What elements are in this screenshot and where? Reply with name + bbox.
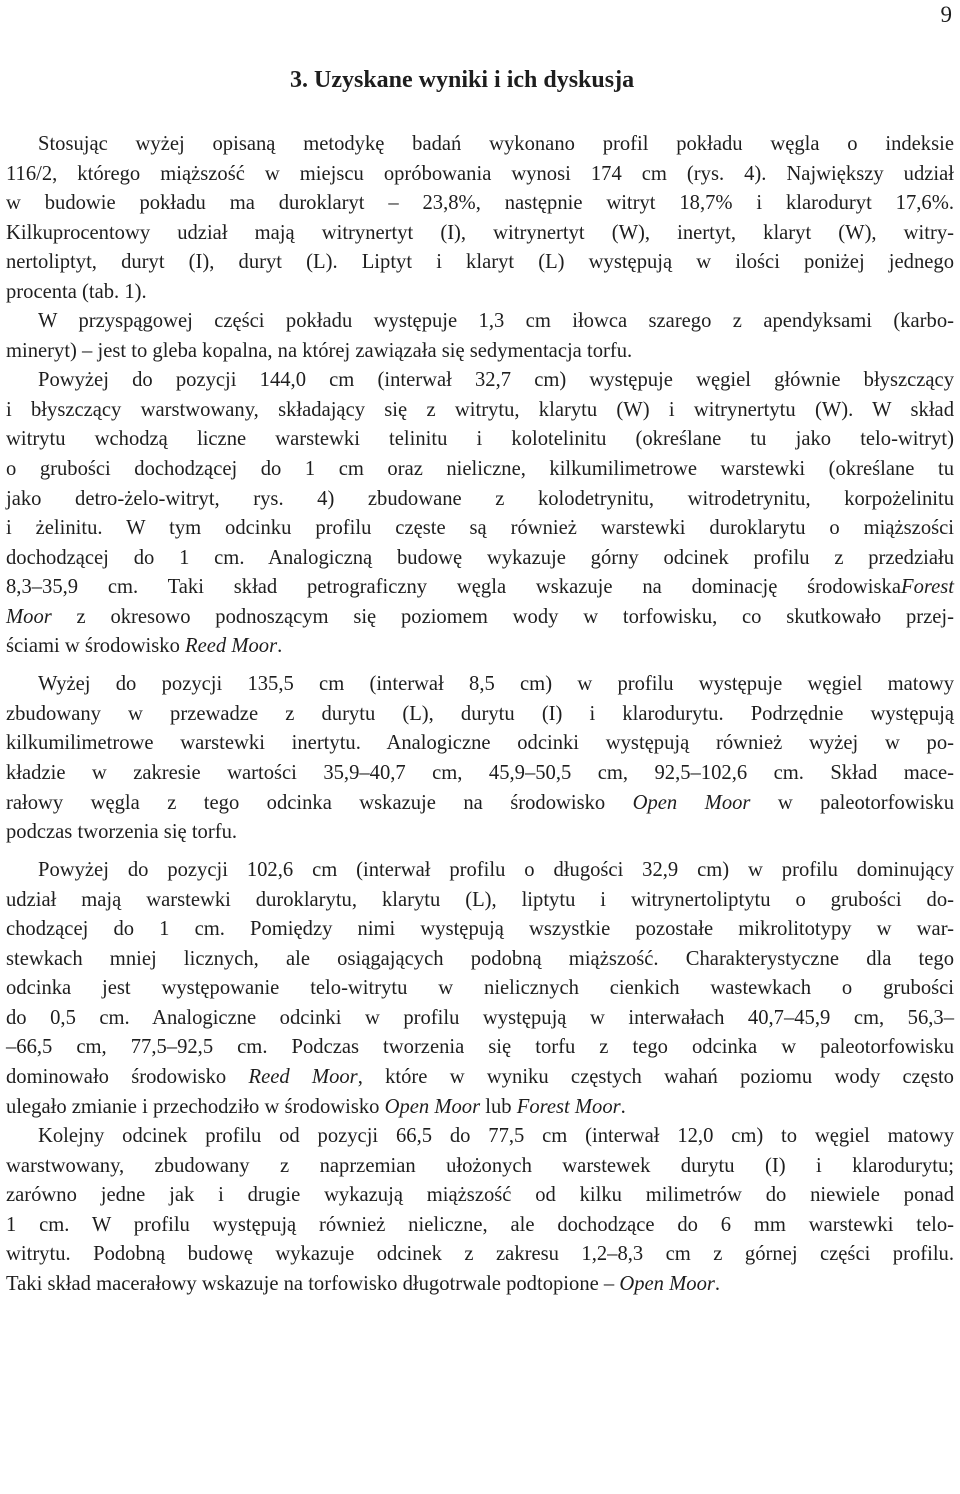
text-line (6, 603, 954, 633)
text-run: 116/2, którego miąższość w miejscu opróbowania wynosi 174 cm (rys. 4). Największy udział (6, 162, 954, 185)
text-run: stewkach mniej licznych, ale osiągających podobną miąższość. Charakterystyczne dla tego (6, 947, 954, 970)
text-line (6, 1093, 954, 1123)
text-run: witrytu. Podobną budowę wykazuje odcinek z zakresu 1,2–8,3 cm z górnej części profilu. (6, 1243, 954, 1266)
text-line (6, 278, 954, 308)
text-line (6, 915, 954, 945)
text-run: –66,5 cm, 77,5–92,5 cm. Podczas tworzenia się torfu z tego odcinka w paleotorfowisku (6, 1036, 954, 1059)
text-run: Taki skład macerałowy wskazuje na torfowisko długotrwale podtopione – (6, 1272, 620, 1295)
text-line (6, 700, 954, 730)
text-run: ściami w środowisko (6, 635, 186, 658)
text-run: Kilkuprocentowy udział mają witrynertyt (I), witrynertyt (W), inertyt, klaryt (W), witry- (6, 221, 954, 244)
text-line (6, 886, 954, 916)
text-run: 8,3–35,9 cm. Taki skład petrograficzny węgla wskazuje na dominację środowiska (6, 576, 901, 599)
text-run: odcinka jest występowanie telo-witrytu w nielicznych cienkich wastewkach o grubości (6, 977, 954, 1000)
text-run: i żelinitu. W tym odcinku profilu częste są również warstewki duroklarytu o miąższości (6, 517, 954, 540)
text-run: Wyżej do pozycji 135,5 cm (interwał 8,5 cm) w profilu występuje węgiel matowy (38, 673, 954, 696)
text-run: . (620, 1095, 626, 1118)
text-line (6, 670, 954, 700)
text-run: nertoliptyt, duryt (I), duryt (L). Liptyt i klaryt (L) występują w ilości poniżej jednego (6, 251, 954, 274)
italic-term: Forest Moor (516, 1095, 621, 1118)
text-run: rałowy węgla z tego odcinka wskazuje na środowisko (6, 791, 633, 814)
text-run: i błyszczący warstwowany, składający się z witrytu, klarytu (W) i witrynertytu (W). W skład (6, 398, 954, 421)
text-line (6, 632, 954, 662)
text-line (6, 425, 954, 455)
text-run: z okresowo podnoszącym się poziomem wody w torfowisku, co skutkowało przej- (51, 605, 954, 628)
text-run: Stosując wyżej opisaną metodykę badań wykonano profil pokładu węgla o indeksie (38, 133, 954, 155)
text-run: zbudowany w przewadze z durytu (L), durytu (I) i klarodurytu. Podrzędnie występują (6, 702, 954, 725)
text-run: w paleotorfowisku (750, 791, 955, 814)
text-line (6, 789, 954, 819)
text-line (6, 307, 954, 337)
text-run: chodzącej do 1 cm. Pomiędzy nimi występują wszystkie pozostałe mikrolitotypy w war- (6, 918, 954, 941)
text-run: Powyżej do pozycji 102,6 cm (interwał profilu o długości 32,9 cm) w profilu dominujący (38, 859, 954, 882)
text-run: . (277, 635, 283, 658)
text-run: W przyspągowej części pokładu występuje 1,3 cm iłowca szarego z apendyksami (karbo- (38, 310, 954, 333)
text-run: procenta (tab. 1). (6, 280, 147, 303)
text-run: mineryt) – jest to gleba kopalna, na której zawiązała się sedymentacja torfu. (6, 339, 633, 362)
text-run: warstwowany, zbudowany z naprzemian ułożonych warstewek durytu (I) i klarodurytu; (6, 1154, 954, 1177)
text-line (6, 1152, 954, 1182)
text-line (6, 974, 954, 1004)
italic-term: Open Moor (384, 1095, 481, 1118)
text-line (6, 366, 954, 396)
text-line (6, 1063, 954, 1093)
text-line (6, 945, 954, 975)
text-line (6, 759, 954, 789)
text-line (6, 130, 954, 160)
text-run: jako detro-żelo-witryt, rys. 4) zbudowane z kolodetrynitu, witrodetrynitu, korpożelinitu (6, 487, 954, 510)
text-line (6, 729, 954, 759)
text-line (6, 544, 954, 574)
text-run: . (714, 1272, 721, 1295)
text-line (6, 455, 954, 485)
text-run: kładzie w zakresie wartości 35,9–40,7 cm, 45,9–50,5 cm, 92,5–102,6 cm. Skład mace- (6, 761, 954, 784)
text-line (6, 1240, 954, 1270)
text-line (6, 1122, 954, 1152)
italic-term: Open Moor (632, 791, 751, 814)
text-line (6, 396, 954, 426)
text-run: dominowało środowisko (6, 1065, 249, 1088)
text-line (6, 1211, 954, 1241)
text-run: dochodzącej do 1 cm. Analogiczną budowę wykazuje górny odcinek profilu z przedziału (6, 546, 954, 569)
text-line (6, 160, 954, 190)
text-run: do 0,5 cm. Analogiczne odcinki w profilu występują w interwałach 40,7–45,9 cm, 56,3– (6, 1006, 954, 1029)
text-line (6, 1270, 954, 1300)
text-run: podczas tworzenia się torfu. (6, 821, 238, 844)
italic-term: Open Moor (619, 1272, 715, 1295)
text-run: Kolejny odcinek profilu od pozycji 66,5 do 77,5 cm (interwał 12,0 cm) to węgiel matowy (38, 1125, 954, 1148)
text-line (6, 1033, 954, 1063)
italic-term: Reed Moor (248, 1065, 358, 1088)
text-run: zarówno jedne jak i drugie wykazują miąższość od kilku milimetrów do niewiele ponad (6, 1184, 954, 1207)
section-title: 3. Uzyskane wyniki i ich dyskusja (290, 67, 635, 93)
italic-term: Reed Moor (185, 635, 278, 658)
italic-term: Moor (6, 605, 52, 628)
text-run: ulegało zmianie i przechodziło w środowisko (6, 1095, 385, 1118)
text-line (6, 219, 954, 249)
text-run: kilkumilimetrowe warstewki inertytu. Analogiczne odcinki występują również wyżej w po- (6, 732, 954, 755)
text-line (6, 514, 954, 544)
text-line (6, 573, 954, 603)
text-line (6, 189, 954, 219)
text-line (6, 1004, 954, 1034)
text-line (6, 248, 954, 278)
text-run: lub (480, 1095, 517, 1118)
text-run: w budowie pokładu ma duroklaryt – 23,8%, następnie witryt 18,7% i klaroduryt 17,6%. (6, 192, 954, 215)
text-run: witrytu wchodzą liczne warstewki telinitu i kolotelinitu (określane tu jako telo-witryt) (6, 428, 954, 451)
page-number: 9 (940, 2, 952, 27)
text-line (6, 856, 954, 886)
text-line (6, 1181, 954, 1211)
text-line (6, 337, 954, 367)
text-run: 1 cm. W profilu występują również nieliczne, ale dochodzące do 6 mm warstewki telo- (6, 1213, 954, 1236)
italic-term: Forest (900, 576, 954, 599)
text-run: Powyżej do pozycji 144,0 cm (interwał 32,7 cm) występuje węgiel głównie błyszczący (38, 369, 954, 392)
text-line (6, 485, 954, 515)
text-run: , które w wyniku częstych wahań poziomu wody często (357, 1065, 954, 1088)
text-run: o grubości dochodzącej do 1 cm oraz nieliczne, kilkumilimetrowe warstewki (określane tu (6, 458, 954, 481)
text-run: udział mają warstewki duroklarytu, klarytu (L), liptytu i witrynertoliptytu o grubości do- (6, 888, 954, 911)
text-line (6, 818, 954, 848)
body-text (6, 130, 954, 1299)
